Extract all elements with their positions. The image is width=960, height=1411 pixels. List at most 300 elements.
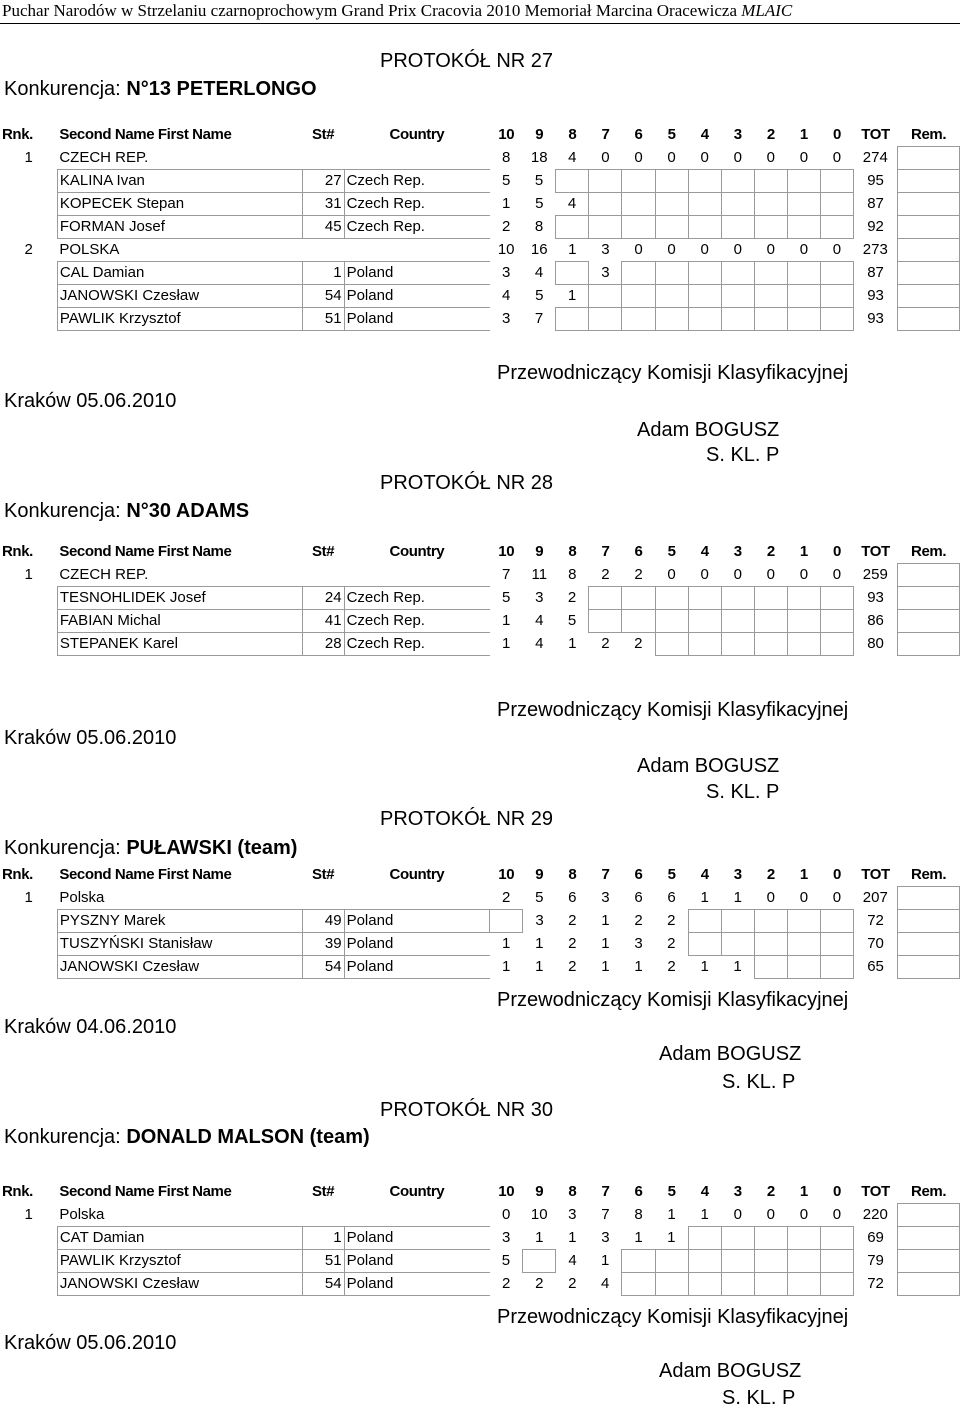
start-number-cell	[302, 147, 344, 170]
column-header: Second Name First Name	[59, 126, 232, 144]
competitor-row	[0, 193, 960, 216]
score-cell	[787, 910, 820, 933]
header-title-tag: MLAIC	[741, 1, 793, 20]
column-header: 7	[601, 126, 610, 144]
score-cell	[688, 285, 721, 308]
start-number-cell: 45	[302, 216, 344, 239]
start-number-cell	[302, 239, 344, 262]
column-header: 5	[667, 1183, 676, 1201]
score-cell: 1	[535, 1228, 544, 1246]
start-number-cell: 49	[302, 910, 344, 933]
team-row	[0, 147, 960, 170]
start-number-cell: 24	[302, 587, 344, 610]
remarks-cell	[898, 1250, 960, 1273]
score-cell	[589, 216, 622, 239]
rank-cell	[0, 262, 57, 285]
column-header: Country	[389, 543, 445, 561]
table-header-row	[0, 864, 960, 887]
score-cell: 10	[497, 241, 515, 258]
score-cell: 1	[601, 1252, 610, 1269]
column-header: 4	[700, 543, 709, 561]
score-cell: 2	[502, 888, 511, 906]
total-cell: 70	[867, 935, 884, 952]
rank-cell	[0, 610, 57, 633]
start-number-cell: 1	[302, 1227, 344, 1250]
score-cell: 3	[502, 1229, 511, 1246]
score-cell	[556, 262, 589, 285]
score-cell: 1	[568, 635, 577, 652]
score-cell: 1	[634, 1228, 643, 1246]
score-cell: 1	[601, 958, 610, 975]
column-header: 3	[733, 1183, 742, 1201]
competitor-row	[0, 587, 960, 610]
start-number-cell: 39	[302, 933, 344, 956]
score-cell: 0	[832, 888, 842, 906]
score-cell	[787, 956, 820, 979]
column-header: 7	[601, 866, 610, 884]
name-cell: Polska	[59, 888, 105, 906]
score-cell: 0	[700, 148, 709, 166]
score-cell	[622, 1250, 655, 1273]
column-header: 9	[535, 543, 544, 561]
start-number-cell: 27	[302, 170, 344, 193]
name-cell: TESNOHLIDEK Josef	[57, 587, 302, 610]
score-cell	[721, 933, 754, 956]
score-cell: 3	[601, 889, 610, 906]
column-header: 4	[700, 126, 709, 144]
rank-cell	[0, 956, 57, 979]
score-cell	[721, 193, 754, 216]
column-header: 2	[766, 1183, 775, 1201]
score-cell	[523, 1250, 556, 1273]
score-cell	[556, 216, 589, 239]
score-cell	[655, 633, 688, 656]
country-cell: Czech Rep.	[344, 633, 490, 656]
score-cell: 0	[766, 148, 775, 166]
column-header: 10	[498, 1183, 515, 1201]
score-cell	[754, 610, 787, 633]
competitor-row	[0, 216, 960, 239]
score-cell	[820, 1250, 853, 1273]
score-cell	[556, 170, 589, 193]
rank-cell	[0, 1273, 57, 1296]
score-cell	[787, 1273, 820, 1296]
score-cell: 0	[832, 565, 842, 583]
score-cell: 0	[832, 148, 842, 166]
score-cell: 2	[667, 912, 676, 929]
score-cell	[787, 308, 820, 331]
column-header: 4	[700, 866, 709, 884]
column-header: 10	[498, 866, 515, 884]
score-cell	[721, 1273, 754, 1296]
score-cell: 7	[601, 1206, 610, 1223]
name-cell: Polska	[59, 1205, 105, 1223]
remarks-cell	[898, 193, 960, 216]
country-cell: Poland	[344, 1250, 490, 1273]
score-cell	[589, 308, 622, 331]
column-header: St#	[312, 126, 335, 144]
score-cell: 8	[534, 218, 544, 235]
score-cell	[721, 1250, 754, 1273]
score-cell	[787, 610, 820, 633]
column-header: Rnk.	[2, 866, 33, 884]
score-cell: 11	[531, 566, 548, 583]
score-cell: 0	[634, 241, 643, 258]
start-number-cell: 28	[302, 633, 344, 656]
score-cell	[820, 1273, 853, 1296]
score-cell: 1	[502, 612, 511, 629]
score-cell: 2	[667, 935, 676, 952]
column-header: 10	[498, 543, 515, 561]
competition-title: Konkurencja: N°13 PETERLONGO	[4, 78, 317, 100]
column-header: 9	[535, 1183, 544, 1201]
header-title: Puchar Narodów w Strzelaniu czarnoprochowym Grand Prix Cracovia 2010 Memoriał Marcina Oracewicza	[2, 1, 737, 20]
competition-title: Konkurencja: DONALD MALSON (team)	[4, 1126, 370, 1148]
name-cell: CAL Damian	[57, 262, 302, 285]
score-cell: 1	[502, 958, 511, 975]
score-cell	[688, 910, 721, 933]
score-cell: 0	[733, 241, 742, 258]
column-header: 8	[568, 543, 577, 561]
remarks-cell	[898, 633, 960, 656]
rank-cell: 1	[24, 1206, 33, 1223]
name-cell: JANOWSKI Czesław	[57, 285, 302, 308]
score-cell	[490, 910, 523, 933]
score-cell	[721, 633, 754, 656]
score-cell	[820, 285, 853, 308]
score-cell: 8	[502, 149, 511, 166]
start-number-cell: 31	[302, 193, 344, 216]
score-cell	[721, 910, 754, 933]
score-cell: 5	[534, 172, 544, 189]
start-number-cell: 54	[302, 1273, 344, 1296]
rank-cell: 1	[24, 889, 33, 906]
score-cell: 1	[700, 958, 709, 976]
column-header: 7	[601, 543, 610, 561]
score-cell	[820, 193, 853, 216]
score-cell	[655, 170, 688, 193]
score-cell: 4	[535, 612, 544, 629]
score-cell	[655, 610, 688, 633]
score-cell	[787, 262, 820, 285]
score-cell	[820, 587, 853, 610]
score-cell: 1	[634, 958, 643, 975]
rank-cell	[0, 216, 57, 239]
date-place: Kraków 04.06.2010	[4, 1016, 177, 1038]
rank-cell	[0, 1250, 57, 1273]
column-header: 6	[634, 1183, 643, 1201]
score-cell	[688, 308, 721, 331]
country-cell: Czech Rep.	[344, 216, 490, 239]
score-cell	[820, 308, 853, 331]
score-cell	[754, 170, 787, 193]
remarks-cell	[898, 239, 960, 262]
score-cell	[622, 587, 655, 610]
remarks-cell	[898, 262, 960, 285]
score-cell	[754, 956, 787, 979]
score-cell	[688, 170, 721, 193]
score-cell: 2	[535, 1275, 544, 1293]
total-cell: 65	[867, 958, 884, 975]
competitor-row	[0, 910, 960, 933]
column-header: 0	[833, 126, 841, 144]
column-header: Rnk.	[2, 126, 33, 144]
name-cell: KALINA Ivan	[57, 170, 302, 193]
score-cell: 2	[634, 912, 643, 929]
country-cell	[344, 887, 490, 910]
score-cell: 5	[535, 889, 544, 906]
score-cell	[655, 285, 688, 308]
start-number-cell: 54	[302, 956, 344, 979]
column-header: 6	[634, 543, 643, 561]
rank-cell	[0, 587, 57, 610]
score-cell: 7	[534, 310, 544, 327]
column-header: 7	[601, 1183, 610, 1201]
score-cell	[820, 910, 853, 933]
signature-role: Przewodniczący Komisji Klasyfikacyjnej	[497, 989, 849, 1011]
score-cell: 3	[601, 241, 610, 259]
score-cell: 1	[567, 287, 577, 304]
column-header: 6	[634, 866, 643, 884]
rank-cell	[0, 933, 57, 956]
column-header: Country	[389, 126, 445, 144]
score-cell	[655, 1273, 688, 1296]
page-header	[0, 0, 960, 24]
total-cell: 87	[867, 264, 884, 281]
rank-cell	[0, 633, 57, 656]
column-header: Rnk.	[2, 1183, 33, 1201]
results-table	[0, 1181, 960, 1296]
score-cell	[754, 308, 787, 331]
score-cell: 0	[667, 148, 676, 166]
score-cell: 4	[534, 264, 544, 281]
remarks-cell	[898, 1227, 960, 1250]
competition-title: Konkurencja: PUŁAWSKI (team)	[4, 837, 298, 859]
total-cell: 273	[862, 241, 888, 258]
country-cell: Poland	[344, 933, 490, 956]
score-cell: 2	[601, 565, 610, 583]
score-cell	[820, 1227, 853, 1250]
total-cell: 274	[862, 149, 888, 166]
name-cell: JANOWSKI Czesław	[57, 956, 302, 979]
team-row	[0, 1204, 960, 1227]
competitor-row	[0, 262, 960, 285]
score-cell	[787, 170, 820, 193]
rank-cell	[0, 193, 57, 216]
score-cell	[721, 262, 754, 285]
column-header: 8	[568, 1183, 577, 1201]
name-cell: JANOWSKI Czesław	[57, 1273, 302, 1296]
score-cell	[589, 587, 622, 610]
team-row	[0, 239, 960, 262]
total-cell: 220	[862, 1206, 888, 1223]
country-cell: Poland	[344, 262, 490, 285]
score-cell: 4	[568, 148, 577, 166]
column-header: TOT	[861, 1183, 890, 1201]
column-header: 2	[766, 866, 775, 884]
score-cell: 4	[601, 1275, 610, 1292]
country-cell: Poland	[344, 910, 490, 933]
protocol-title: PROTOKÓŁ NR 30	[380, 1099, 554, 1121]
score-cell	[688, 933, 721, 956]
score-cell	[688, 587, 721, 610]
rank-cell	[0, 308, 57, 331]
score-cell	[655, 216, 688, 239]
country-cell: Czech Rep.	[344, 170, 490, 193]
score-cell: 3	[601, 263, 610, 281]
start-number-cell: 54	[302, 285, 344, 308]
score-cell	[787, 285, 820, 308]
score-cell	[754, 587, 787, 610]
score-cell: 2	[667, 958, 676, 975]
score-cell	[622, 308, 655, 331]
name-cell: POLSKA	[59, 241, 120, 258]
total-cell: 93	[867, 589, 884, 606]
signature-role: Przewodniczący Komisji Klasyfikacyjnej	[497, 1306, 849, 1328]
score-cell	[589, 285, 622, 308]
score-cell	[787, 587, 820, 610]
remarks-cell	[898, 956, 960, 979]
competition-name: PUŁAWSKI (team)	[126, 837, 298, 859]
score-cell	[556, 308, 589, 331]
name-cell: PAWLIK Krzysztof	[57, 308, 302, 331]
column-header: 10	[498, 126, 515, 144]
score-cell: 16	[530, 241, 548, 258]
name-cell: KOPECEK Stepan	[57, 193, 302, 216]
name-cell: PYSZNY Marek	[57, 910, 302, 933]
competitor-row	[0, 1227, 960, 1250]
column-header: 1	[799, 866, 808, 884]
total-cell: 92	[867, 218, 884, 235]
column-header: Country	[389, 866, 445, 884]
score-cell: 3	[502, 310, 511, 327]
remarks-cell	[898, 170, 960, 193]
date-place: Kraków 05.06.2010	[4, 1332, 177, 1354]
score-cell: 0	[667, 565, 676, 583]
score-cell	[688, 193, 721, 216]
score-cell: 5	[502, 589, 511, 606]
column-header: Second Name First Name	[59, 1183, 232, 1201]
score-cell: 0	[832, 241, 842, 258]
score-cell	[820, 933, 853, 956]
score-cell	[721, 610, 754, 633]
score-cell	[721, 216, 754, 239]
column-header: TOT	[861, 543, 890, 561]
name-cell: PAWLIK Krzysztof	[57, 1250, 302, 1273]
score-cell	[820, 956, 853, 979]
score-cell	[820, 216, 853, 239]
column-header: 9	[535, 866, 544, 884]
score-cell	[589, 193, 622, 216]
column-header: 0	[833, 543, 841, 561]
rank-cell	[0, 910, 57, 933]
date-place: Kraków 05.06.2010	[4, 390, 177, 412]
signature-suffix: S. KL. P	[706, 781, 780, 803]
score-cell: 1	[700, 888, 709, 906]
competition-name: N°30 ADAMS	[126, 500, 250, 522]
column-header: Second Name First Name	[59, 543, 232, 561]
score-cell	[655, 587, 688, 610]
total-cell: 95	[867, 172, 884, 189]
column-header: Rem.	[911, 1183, 947, 1200]
score-cell: 5	[501, 1252, 511, 1269]
score-cell: 0	[832, 1205, 842, 1223]
results-table	[0, 864, 960, 979]
signature-name: Adam BOGUSZ	[637, 419, 780, 441]
signature-suffix: S. KL. P	[706, 444, 780, 466]
score-cell: 1	[667, 1206, 676, 1223]
score-cell: 2	[568, 912, 577, 929]
score-cell: 0	[799, 1205, 809, 1223]
column-header: 5	[667, 543, 676, 561]
score-cell	[754, 1273, 787, 1296]
score-cell: 1	[535, 935, 544, 952]
score-cell: 2	[634, 635, 643, 653]
rank-cell: 1	[24, 149, 33, 166]
score-cell: 2	[634, 565, 643, 583]
column-header: 2	[766, 126, 775, 144]
country-cell	[344, 239, 490, 262]
remarks-cell	[898, 564, 960, 587]
score-cell: 1	[502, 935, 511, 953]
total-cell: 86	[867, 612, 884, 629]
score-cell: 1	[568, 1229, 577, 1246]
score-cell: 0	[799, 148, 809, 166]
competition-name: DONALD MALSON (team)	[126, 1126, 370, 1148]
score-cell: 10	[530, 1206, 548, 1223]
protocol-title: PROTOKÓŁ NR 27	[380, 50, 554, 72]
column-header: St#	[312, 866, 335, 884]
country-cell: Poland	[344, 285, 490, 308]
score-cell	[688, 1227, 721, 1250]
competitor-row	[0, 610, 960, 633]
score-cell: 0	[667, 241, 676, 258]
rank-cell	[0, 285, 57, 308]
total-cell: 72	[867, 1275, 884, 1292]
score-cell: 18	[530, 149, 548, 166]
rank-cell: 1	[24, 566, 33, 583]
column-header: 0	[833, 866, 841, 884]
score-cell: 6	[667, 889, 676, 906]
column-header: 6	[634, 126, 643, 144]
score-cell	[688, 1250, 721, 1273]
score-cell: 0	[766, 1205, 775, 1223]
score-cell: 0	[634, 148, 643, 166]
score-cell	[787, 193, 820, 216]
column-header: 8	[568, 126, 577, 144]
score-cell: 5	[535, 287, 544, 304]
score-cell: 1	[601, 912, 610, 929]
country-cell: Czech Rep.	[344, 193, 490, 216]
competitor-row	[0, 308, 960, 331]
table-header-row	[0, 124, 960, 147]
column-header: 3	[733, 543, 742, 561]
name-cell: FORMAN Josef	[57, 216, 302, 239]
column-header: 8	[568, 866, 577, 884]
score-cell: 2	[502, 218, 511, 235]
column-header: TOT	[861, 126, 890, 144]
column-header: 1	[799, 126, 808, 144]
score-cell: 0	[799, 241, 809, 258]
team-row	[0, 887, 960, 910]
score-cell: 2	[568, 958, 577, 975]
score-cell	[754, 262, 787, 285]
country-cell: Czech Rep.	[344, 587, 490, 610]
score-cell: 0	[733, 565, 742, 583]
column-header: 1	[799, 543, 808, 561]
remarks-cell	[898, 308, 960, 331]
score-cell: 1	[700, 1205, 709, 1223]
